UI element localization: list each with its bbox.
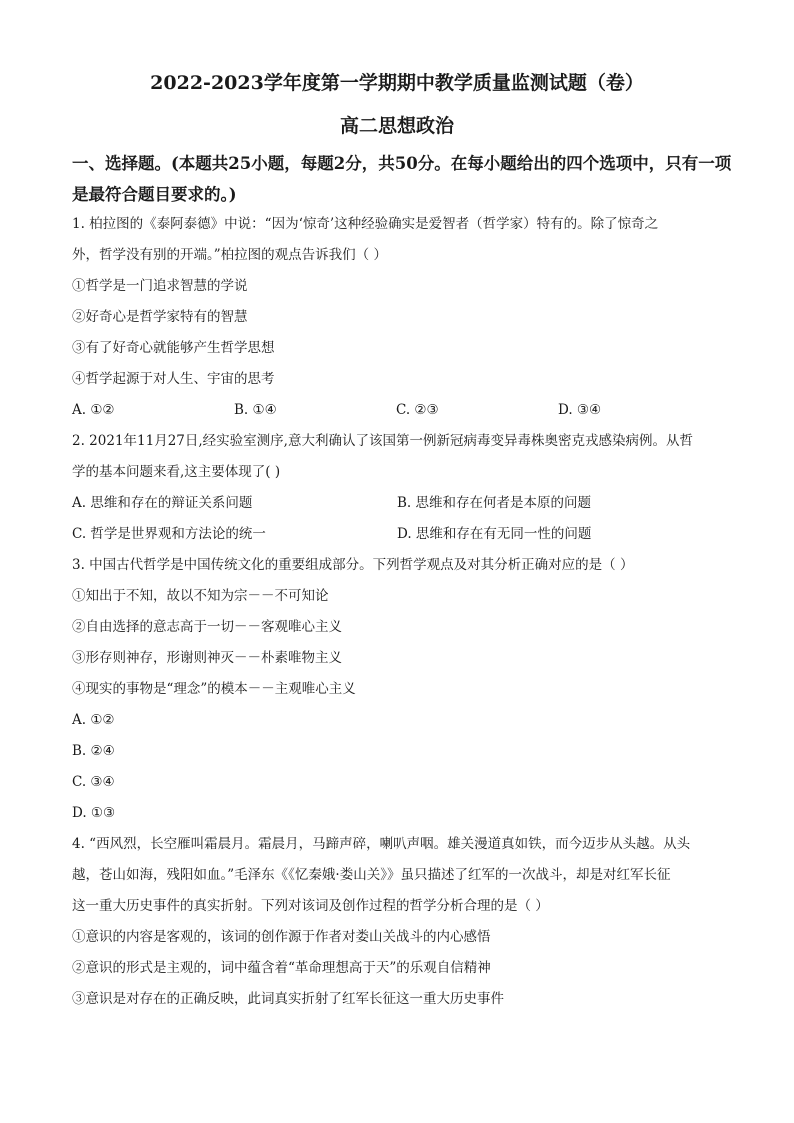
option-d: D. ①③ — [72, 805, 116, 821]
option-c: C. ②③ — [396, 402, 439, 418]
question-stem-line: 这一重大历史事件的真实折射。下列对该词及创作过程的哲学分析合理的是（ ） — [72, 898, 549, 914]
option-c: C. 哲学是世界观和方法论的统一 — [72, 526, 266, 542]
question-4 — [72, 829, 732, 1015]
question-stem-line: 4. “西风烈，长空雁叫霜晨月。霜晨月，马蹄声碎，喇叭声咽。雄关漫道真如铁，而今迈步从头越。从头 — [72, 836, 691, 852]
question-2 — [72, 426, 732, 550]
option-d: D. ③④ — [558, 402, 602, 418]
question-stem-line: 3. 中国古代哲学是中国传统文化的重要组成部分。下列哲学观点及对其分析正确对应的是（ ） — [72, 557, 634, 573]
option-a: A. ①② — [72, 712, 115, 728]
statement-item: ①知出于不知，故以不知为宗－－不可知论 — [72, 588, 329, 604]
statement-item: ①意识的内容是客观的，该词的创作源于作者对娄山关战斗的内心感悟 — [72, 929, 491, 945]
section-heading — [72, 148, 732, 210]
option-d: D. 思维和存在有无同一性的问题 — [397, 526, 592, 542]
statement-item: ①哲学是一门追求智慧的学说 — [72, 278, 248, 294]
question-3 — [72, 550, 732, 829]
answer-options — [72, 519, 732, 550]
section-heading-line: 是最符合题目要求的。) — [72, 185, 237, 204]
statement-item: ②好奇心是哲学家特有的智慧 — [72, 309, 248, 325]
statement-item: ②意识的形式是主观的，词中蕴含着“革命理想高于天”的乐观自信精神 — [72, 960, 491, 976]
statement-item: ④现实的事物是“理念”的模本－－主观唯心主义 — [72, 681, 356, 697]
exam-title: 2022-2023学年度第一学期期中教学质量监测试题（卷） — [150, 72, 644, 94]
question-1 — [72, 209, 732, 426]
question-stem-line: 学的基本问题来看,这主要体现了( ) — [72, 464, 281, 480]
question-stem-line: 越，苍山如海，残阳如血。”毛泽东《《忆秦娥·娄山关》》虽只描述了红军的一次战斗，却是对红军长征 — [72, 867, 671, 883]
option-a: A. 思维和存在的辩证关系问题 — [72, 495, 253, 511]
question-stem-line: 2. 2021年11月27日,经实验室测序,意大利确认了该国第一例新冠病毒变异毒株奥密克戎感染病例。从哲 — [72, 433, 693, 449]
answer-options — [72, 395, 732, 426]
exam-subject: 高二思想政治 — [339, 115, 454, 137]
option-b: B. ②④ — [72, 743, 115, 759]
answer-options — [72, 488, 732, 519]
option-b: B. 思维和存在何者是本原的问题 — [397, 495, 592, 511]
section-heading-line: 一、选择题。(本题共25小题，每题2分，共50分。在每小题给出的四个选项中，只有一项 — [72, 154, 732, 173]
option-c: C. ③④ — [72, 774, 115, 790]
option-b: B. ①④ — [234, 402, 277, 418]
statement-item: ③有了好奇心就能够产生哲学思想 — [72, 340, 275, 356]
statement-item: ④哲学起源于对人生、宇宙的思考 — [72, 371, 275, 387]
question-stem-line: 1. 柏拉图的《泰阿泰德》中说：“因为‘惊奇’这种经验确实是爱智者（哲学家）特有的。除了惊奇之 — [72, 216, 659, 232]
statement-item: ③意识是对存在的正确反映，此词真实折射了红军长征这一重大历史事件 — [72, 991, 504, 1007]
question-list — [72, 209, 732, 1015]
option-a: A. ①② — [72, 402, 115, 418]
question-stem-line: 外，哲学没有别的开端。”柏拉图的观点告诉我们（ ） — [72, 247, 387, 263]
statement-item: ②自由选择的意志高于一切－－客观唯心主义 — [72, 619, 342, 635]
statement-item: ③形存则神存，形谢则神灭－－朴素唯物主义 — [72, 650, 342, 666]
